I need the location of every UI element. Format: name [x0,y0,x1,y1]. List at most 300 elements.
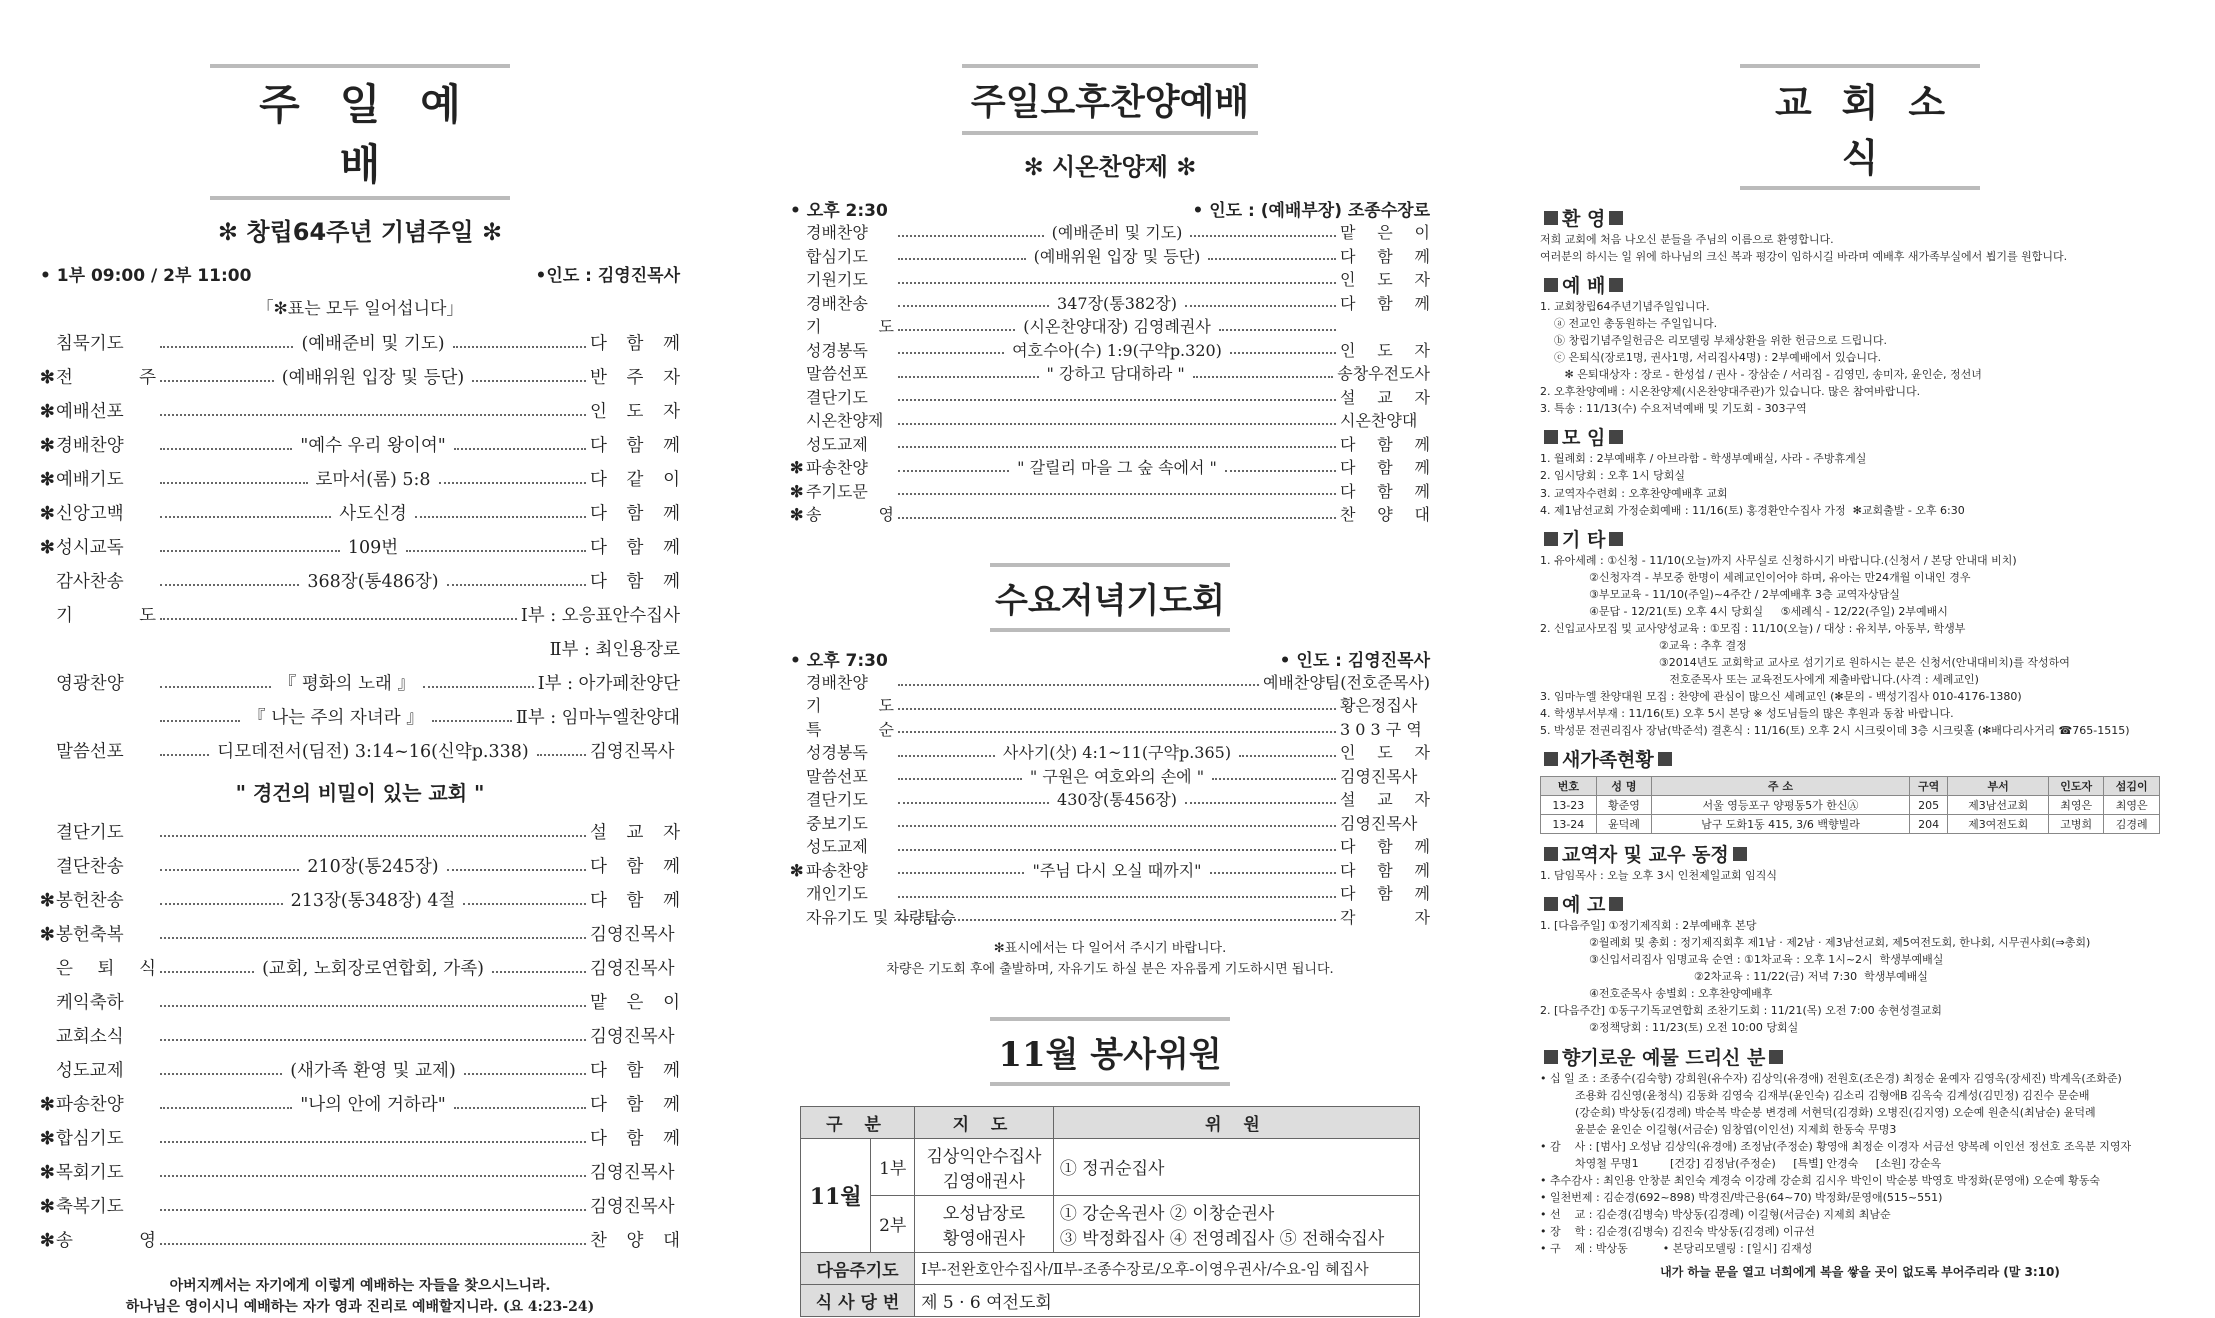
order-label: 중보기도 [806,813,868,833]
section-heading [1540,525,2180,552]
order-label: 주기도문 [806,481,868,501]
news-line: • 십 일 조 : 조종수(김숙향) 강희원(유수자) 김상익(유경애) 전원호(조은경) 최정순 윤예자 김영옥(장세진) 박계옥(조화준) [1540,1071,2122,1085]
leader-dots [898,352,1004,354]
leader-dots [1230,352,1336,354]
leader-dots [898,778,1022,780]
afternoon-order-list [790,221,1430,527]
order-label: 성도교제 [56,1060,124,1081]
order-item [790,765,1430,789]
news-line: ✻ 은퇴대상자 : 장로 - 한성섭 / 권사 - 장삼순 / 서리집 - 김영민, 송미자, 윤인순, 정선녀 [1540,368,1982,382]
news-line: 2. 임시당회 : 오후 1시 당회실 [1540,469,1685,483]
fam-cell: 205 [1909,796,1948,815]
sunday-time: • 1부 09:00 / 2부 11:00 [40,266,252,286]
leader-dots [898,329,1015,331]
order-detail: " 강하고 담대하라 " [1046,364,1185,384]
order-item [40,497,680,531]
order-item [790,835,1430,859]
order-person: 설 교 자 [590,822,680,843]
order-label: 자유기도 및 차량탑승 [806,907,956,927]
order-label: 경배찬송 [806,293,868,313]
stand-mark: ✻ [40,1196,55,1217]
fam-cell: 13-23 [1541,796,1597,815]
afternoon-meta [790,196,1430,221]
section-heading-text: 교역자 및 교우 동정 [1562,844,1729,867]
order-label: 파송찬양 [806,458,868,478]
sunday-worship-column [40,0,681,1315]
order-label: 송 영 [806,505,894,525]
square-bullet-icon [1658,752,1672,766]
col-leader: 지 도 [915,1106,1054,1138]
order-person: 인 도 자 [1340,340,1430,360]
order-label: 성시교독 [56,537,124,558]
order-detail: (예배위원 입장 및 등단) [281,367,465,388]
order-item [790,292,1430,316]
order-person: 황은정집사 [1340,696,1418,716]
leader-dots [898,731,1336,733]
order-person: Ⅱ부 : 최인용장로 [549,639,680,660]
order-label: 기 도 [56,605,156,626]
order-person: 설 교 자 [1340,387,1430,407]
bottom-verse [40,1276,680,1318]
section-heading [1540,890,2180,917]
leader-dots [1208,258,1336,260]
part2-cell: 2부 [871,1195,915,1252]
sunday-subtitle: ✻ 창립64주년 기념주일 ✻ [217,218,503,246]
leader-dots [1185,802,1336,804]
order-label: 말씀선포 [806,766,868,786]
leader-dots [160,1005,586,1007]
afternoon-time: • 오후 2:30 [790,201,888,221]
order-item [40,327,680,361]
leader-dots [898,423,1336,425]
part2-members-line2: ③ 박정화집사 ④ 전영례집사 ⑤ 전해숙집사 [1059,1228,1385,1249]
fam-col-header: 구역 [1909,777,1948,796]
news-line: 저희 교회에 처음 나오신 분들을 주님의 이름으로 환영합니다. [1540,233,1834,246]
square-bullet-icon [1609,211,1623,225]
order-label: 기 도 [806,317,894,337]
square-bullet-icon [1544,278,1558,292]
order-label: 결단찬송 [56,856,124,877]
part1-members: ① 정귀순집사 [1053,1138,1419,1195]
leader-dots [454,448,586,450]
leader-dots [160,380,274,382]
part1-cell: 1부 [871,1138,915,1195]
order-person: 김영진목사 [1340,766,1418,786]
news-line: 윤분순 윤인순 이길형(서금순) 임창엽(이인선) 지제희 한동숙 무명3 [1540,1122,1897,1136]
afternoon-leader: • 인도 : (예배부장) 조종수장로 [1192,201,1430,221]
order-label: 시온찬양제 [806,411,884,431]
order-item [40,395,680,429]
order-detail: (예배준비 및 기도) [1051,223,1183,243]
order-item [40,1190,680,1224]
order-detail: 109번 [347,537,399,558]
section-heading [1540,745,2180,772]
leader-dots [898,258,1026,260]
leader-dots [898,282,1336,284]
order-person: 찬 양 대 [590,1230,680,1251]
leader-dots [160,414,586,416]
leader-dots [537,754,586,756]
news-line: ②월례회 및 총회 : 정기제직회후 제1남 · 제2남 · 제3남선교회, 제5여전도회, 한나회, 시무권사회(⇒총회) [1540,936,2091,950]
order-item [40,1224,680,1258]
order-detail: " 구원은 여호와의 손에 " [1029,766,1205,786]
wednesday-title: 수요저녁기도회 [990,563,1230,632]
order-person: 김영진목사 [1340,813,1418,833]
news-line: ②정책당회 : 11/23(토) 오전 10:00 당회실 [1540,1021,1799,1035]
news-line: 1. 교회창립64주년기념주일입니다. [1540,300,1710,314]
order-person: 다 함 께 [1340,458,1431,478]
order-detail: "주님 다시 오실 때까지" [1032,860,1202,880]
order-item [790,433,1430,457]
leader-dots [898,919,1336,921]
order-item [40,701,680,735]
order-person: 다 함 께 [590,537,680,558]
order-label: 봉헌축복 [56,924,124,945]
month-cell: 11월 [801,1138,871,1252]
news-line: 5. 박성문 전권리집사 장남(박준석) 결혼식 : 11/16(토) 오후 2시 시크릿이데 3층 시크릿홀 (✻배다리사거리 ☎765-1515) [1540,724,2130,738]
section-heading-text: 환 영 [1562,208,1606,230]
news-line: 2. 신입교사모집 및 교사양성교육 : ①모집 : 11/10(오늘) / 대상 : 유치부, 아동부, 학생부 [1540,621,1966,635]
square-bullet-icon [1609,532,1623,546]
order-label: 말씀선포 [56,741,124,762]
order-item [40,633,680,667]
order-item [790,315,1430,339]
news-line: 4. 학생부서부재 : 11/16(토) 오후 5시 본당 ※ 성도님들의 많은 후원과 동참 바랍니다. [1540,707,1954,721]
order-person: 다 함 께 [590,1060,680,1081]
stand-mark: ✻ [40,1230,55,1251]
stand-mark: ✻ [790,505,804,525]
order-label: 송 영 [56,1230,156,1251]
leader-dots [160,971,254,973]
leader-dots [160,1039,586,1041]
afternoon-subtitle: ✻ 시온찬양제 ✻ [1023,153,1197,181]
order-item [790,221,1430,245]
fam-col-header: 부서 [1948,777,2049,796]
note-line-2: 차량은 기도회 후에 출발하며, 자유기도 하실 분은 자유롭게 기도하시면 됩니다. [886,961,1334,977]
leader-dots [160,903,283,905]
meal-duty-value: 제 5 · 6 여전도회 [915,1284,1420,1316]
order-person: 다 함 께 [1340,293,1430,313]
fam-col-header: 주 소 [1652,777,1910,796]
order-item [40,1054,680,1088]
fam-cell: 남구 도화1동 415, 3/6 백향빌라 [1652,815,1910,834]
order-label: 은 퇴 식 [56,958,156,979]
fam-cell: 204 [1909,815,1948,834]
leader-dots [439,482,587,484]
order-person: 김영진목사 [590,741,675,762]
order-item [790,859,1430,883]
order-person: 다 함 께 [590,890,680,911]
fam-col-header: 섬김이 [2104,777,2160,796]
leader-dots [464,1073,586,1075]
spacer [1540,190,2180,198]
square-bullet-icon [1544,752,1558,766]
order-person: 시온찬양대 [1340,411,1418,431]
order-detail: (시온찬양대장) 김영례권사 [1023,317,1211,337]
square-bullet-icon [1544,430,1558,444]
order-item [790,671,1430,695]
order-label: 기원기도 [806,270,868,290]
section-heading [1540,204,2180,231]
order-item [790,718,1430,742]
order-item [790,788,1430,812]
wednesday-order-list [790,671,1430,930]
news-line: (강순희) 박상동(김경례) 박순복 박순봉 변경례 서현덕(김경화) 오병진(김지영) 오순예 원춘식(최남순) 윤덕례 [1540,1105,2096,1119]
fam-cell: 최영은 [2048,796,2104,815]
order-label: 축복기도 [56,1196,124,1217]
section-heading-text: 기 타 [1562,528,1606,551]
sermon-title: " 경건의 비밀이 있는 교회 " [235,781,485,805]
leader-dots [160,1243,586,1245]
stand-mark: ✻ [40,1162,55,1183]
wednesday-notes [790,939,1430,981]
stand-mark: ✻ [40,924,55,945]
leader-dots [160,1209,586,1211]
order-label: 개인기도 [806,884,868,904]
leader-dots [1225,470,1336,472]
order-person: Ⅱ부 : 임마누엘찬양대 [515,707,680,728]
fam-cell: 고병희 [2048,815,2104,834]
order-detail: 『 나는 주의 자녀라 』 [248,707,424,728]
order-label: 예배선포 [56,401,124,422]
square-bullet-icon [1544,211,1558,225]
order-item [790,362,1430,386]
stand-mark: ✻ [790,860,804,880]
order-item [40,667,680,701]
leader-dots [1185,305,1336,307]
order-person: 김영진목사 [590,1162,675,1183]
order-label: 성경봉독 [806,743,868,763]
leader-dots [898,235,1044,237]
order-person: 찬 양 대 [1340,505,1430,525]
afternoon-column [790,0,1431,1313]
order-label: 파송찬양 [56,1094,124,1115]
leader-dots [1239,755,1336,757]
leader-dots [160,1073,282,1075]
sunday-leader: •인도 : 김영진목사 [535,266,680,286]
leader-dots [898,849,1336,851]
news-line: • 일천번제 : 김순경(692~898) 박경진/박근용(64~70) 박정화/문영애(515~551) [1540,1190,1943,1204]
order-label: 신앙고백 [56,503,124,524]
order-label: 결단기도 [806,790,868,810]
fam-cell: 황준영 [1596,796,1652,815]
fam-cell: 제3여전도회 [1948,815,2049,834]
leader-dots [898,684,1259,686]
col-members: 위 원 [1053,1106,1419,1138]
order-person: 예배찬양팀(전호준목사) [1262,672,1430,692]
fam-cell: 서울 영등포구 양평동5가 한신Ⓐ [1652,796,1910,815]
order-label: 경배찬양 [806,223,868,243]
section-heading-text: 향기로운 예물 드리신 분 [1562,1046,1766,1069]
square-bullet-icon [1733,847,1747,861]
order-label: 성도교제 [806,434,868,454]
note-line-1: ✻표시에서는 다 일어서 주시기 바랍니다. [993,941,1227,956]
news-column [1540,0,2180,1280]
order-person: 다 함 께 [590,503,680,524]
order-label: 특 순 [806,719,894,739]
order-person: 설 교 자 [1340,790,1430,810]
part2-members-line1: ① 강순옥권사 ② 이창순권사 [1059,1203,1275,1224]
stand-mark: ✻ [790,458,804,478]
news-line: • 감 사 : [범사] 오성남 김상익(유경애) 조정남(주정순) 황영애 최정순 이경자 서금선 양복례 이인선 정선호 조옥분 지영자 [1540,1139,2132,1153]
square-bullet-icon [1609,897,1623,911]
order-person: 다 함 께 [590,435,680,456]
sunday-order-list [40,327,680,769]
news-line: 전호준목사 또는 교육전도사에게 제출바랍니다.(사격 : 세례교인) [1540,672,1979,686]
news-line: 2. [다음주간] ①동구기독교연합회 조찬기도회 : 11/21(목) 오전 7:00 송현성결교회 [1540,1004,1942,1018]
section-heading [1540,840,2180,867]
leader-dots [160,835,586,837]
section-heading-text: 모 임 [1562,427,1606,450]
order-item [40,463,680,497]
news-line: ③신입서리집사 임명교육 순연 : ①1차교육 : 오후 1시~2시 학생부예배실 [1540,953,1944,967]
order-label: 케익축하 [56,992,124,1013]
sunday-order-list-2 [40,816,680,1258]
new-family-table [1540,776,2160,834]
stand-mark: ✻ [40,469,55,490]
order-person: 다 함 께 [1340,246,1431,266]
order-detail: 213장(통348장) 4절 [290,890,456,911]
section-heading-text: 예 배 [1562,275,1606,298]
leader-dots [898,896,1336,898]
square-bullet-icon [1544,1050,1558,1064]
verse-line-1: 아버지께서는 자기에게 이렇게 예배하는 자들을 찾으시느니라. [169,1278,551,1294]
fam-cell: 13-24 [1541,815,1597,834]
order-item [40,1088,680,1122]
section-heading [1540,271,2180,298]
order-detail: (새가족 환영 및 교제) [290,1060,456,1081]
volunteers-title: 11월 봉사위원 [990,1017,1230,1086]
leader-dots [447,584,586,586]
leader-dots [898,470,1009,472]
order-label: 합심기도 [56,1128,124,1149]
leader-dots [472,380,586,382]
leader-dots [898,708,1336,710]
order-person: 맡 은 이 [590,992,680,1013]
leader-dots [453,346,586,348]
leader-dots [432,720,512,722]
fam-cell: 최영은 [2104,796,2160,815]
leader-dots [447,869,586,871]
order-item [790,268,1430,292]
news-line: ④문답 - 12/21(토) 오후 4시 당회실 ⑤세례식 - 12/22(주일) 2부예배시 [1540,604,1948,618]
afternoon-title: 주일오후찬양예배 [962,64,1258,135]
order-person: 다 함 께 [590,571,680,592]
order-label: 결단기도 [806,387,868,407]
fam-cell: 윤덕례 [1596,815,1652,834]
table-row [1541,796,2160,815]
order-detail: 430장(통456장) [1057,790,1177,810]
order-label: 침묵기도 [56,333,124,354]
leader-dots [160,686,271,688]
order-person: 김영진목사 [590,958,675,979]
news-body [1540,190,2180,1280]
news-line: 3. 교역자수련회 : 오후찬양예배후 교회 [1540,486,1728,500]
news-line: ④전호준목사 송별회 : 오후찬양예배후 [1540,987,1773,1001]
order-person: 송창우전도사 [1337,364,1431,384]
order-label: 목회기도 [56,1162,124,1183]
order-person: 다 함 께 [590,1094,680,1115]
order-item [40,565,680,599]
leader-dots [160,1141,586,1143]
leader-dots [898,493,1336,495]
part2-members [1053,1195,1419,1252]
order-label: 경배찬양 [806,672,868,692]
news-line: ⓒ 은퇴식(장로1명, 권사1명, 서리집사4명) : 2부예배에서 있습니다. [1540,351,1882,365]
order-person: 다 함 께 [1340,434,1430,454]
leader-dots [160,516,331,518]
stand-note: 「✻표는 모두 일어섭니다」 [256,299,464,319]
order-detail: (예배준비 및 기도) [301,333,445,354]
order-item [40,1020,680,1054]
order-detail: 347장(통382장) [1057,293,1177,313]
order-person: 김영진목사 [590,1026,675,1047]
order-item [790,456,1430,480]
order-item [790,882,1430,906]
order-item [790,694,1430,718]
next-prayer-label: 다음주기도 [801,1252,915,1284]
order-person: 3 0 3 구 역 [1340,719,1422,739]
part2-leader: 오성남장로 황영애권사 [915,1195,1054,1252]
news-line: 조용화 김신영(윤청식) 김동화 김영숙 김재부(윤인숙) 김소리 김형애B 김옥숙 김계성(김민정) 김진수 문순배 [1540,1088,2090,1102]
stand-mark: ✻ [40,537,55,558]
order-item [40,531,680,565]
news-line: 1. 담임목사 : 오늘 오후 3시 인천제일교회 임직식 [1540,869,1777,883]
order-item [40,361,680,395]
order-person: 김영진목사 [590,1196,675,1217]
order-detail: (예배위원 입장 및 등단) [1033,246,1201,266]
order-item [40,735,680,769]
order-item [40,1156,680,1190]
order-detail: 210장(통245장) [307,856,439,877]
order-label: 말씀선포 [806,364,868,384]
order-person: 인 도 자 [1340,743,1430,763]
leader-dots [160,482,308,484]
fam-col-header: 인도자 [2048,777,2104,796]
next-prayer-value: Ⅰ부-전완호안수집사/Ⅱ부-조종수장로/오후-이영우권사/수요-임 혜집사 [915,1252,1420,1284]
verse-line-2: 하나님은 영이시니 예배하는 자가 영과 진리로 예배할지니라. (요 4:23-24) [125,1299,595,1315]
order-label: 예배기도 [56,469,124,490]
leader-dots [160,346,293,348]
order-person: 다 함 께 [1340,884,1430,904]
order-label: 경배찬양 [56,435,124,456]
leader-dots [160,720,240,722]
leader-dots [415,516,586,518]
order-detail: " 갈릴리 마을 그 숲 속에서 " [1017,458,1217,478]
leader-dots [898,305,1049,307]
section-heading [1540,423,2180,450]
order-person: 다 같 이 [590,469,681,490]
news-line: • 장 학 : 김순경(김병숙) 김진숙 박상동(김경례) 이규선 [1540,1224,1815,1238]
square-bullet-icon [1544,847,1558,861]
footer-verse: 내가 하늘 문을 열고 너희에게 복을 쌓을 곳이 없도록 부어주리라 (말 3:10) [1660,1265,2060,1280]
wednesday-leader: • 인도 : 김영진목사 [1279,650,1430,671]
leader-dots [1190,235,1336,237]
order-detail: 『 평화의 노래 』 [278,673,415,694]
news-line: ③부모교육 - 11/10(주일)~4주간 / 2부예배후 3층 교역자상담실 [1540,587,1900,601]
order-item [40,429,680,463]
news-line: 3. 임마누엘 찬양대원 모집 : 찬양에 관심이 많으신 세례교인 (✻문의 - 백성기집사 010-4176-1380) [1540,689,2022,703]
leader-dots [454,1107,586,1109]
order-label: 결단기도 [56,822,124,843]
order-person: 반 주 자 [590,367,680,388]
news-line: ③2014년도 교회학교 교사로 섬기기로 원하시는 분은 신청서(안내대비치)를 작성하여 [1540,655,2070,669]
news-line: • 추수감사 : 최인용 안창분 최인숙 계경숙 이강례 강순희 김시우 박인이 박순봉 박영호 박정화(문영애) 오순예 황동숙 [1540,1173,2101,1187]
leader-dots [898,872,1024,874]
order-detail: 368장(통486장) [307,571,439,592]
order-item [790,245,1430,269]
fam-col-header: 성 명 [1596,777,1652,796]
